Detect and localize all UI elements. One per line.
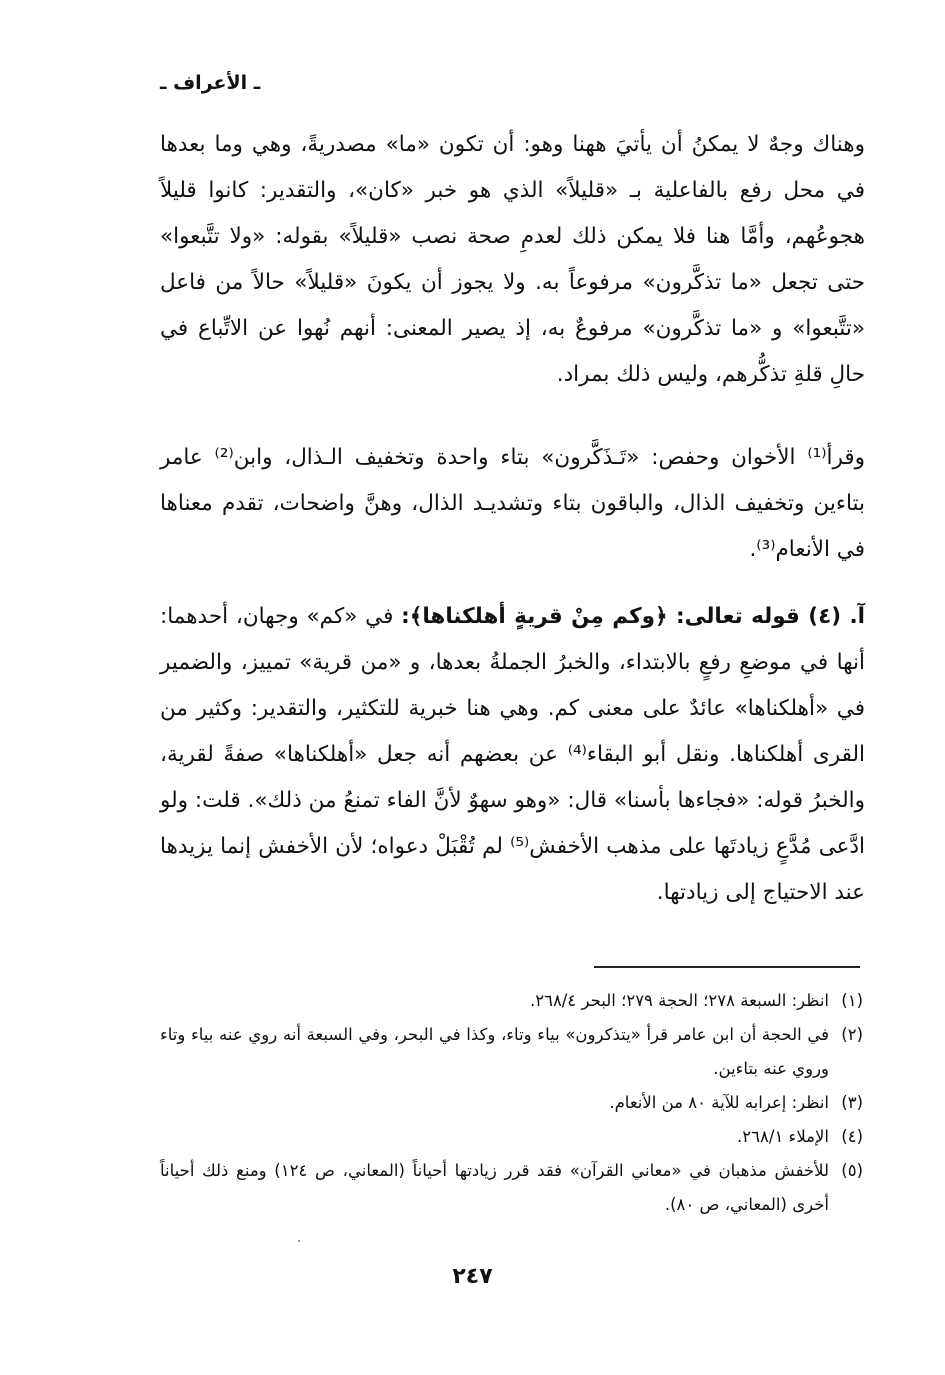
scan-speck [298, 1240, 300, 1242]
footnote-4 [160, 1120, 863, 1154]
footnote-separator [594, 966, 860, 968]
footnote-3 [160, 1086, 863, 1120]
paragraph-3-body: في «كم» وجهان، أحدهما: أنها في موضعِ رفعٍ بالابتداء، والخبرُ الجملةُ بعدها، و «من قرية» تمييز، والضمير في «أهلكناها» عائدٌ على معنى كم. وهي هنا خبرية للتكثير، والتقدير: وكثير من القرى أهلكناها. ونقل أبو البقاء⁽⁴⁾ عن بعضهم أنه جعل «أهلكناها» صفةً لقرية، والخبرُ قوله: «فجاءها بأسنا» قال: «وهو سهوٌ لأنَّ الفاء تمنعُ من ذلك». قلت: ولو ادَّعى مُدَّعٍ زيادتَها على مذهب الأخفش⁽⁵⁾ لم تُقْبَلْ دعواه؛ لأن الأخفش إنما يزيدها عند الاحتياج إلى زيادتها. [160, 604, 865, 905]
footnote-text: الإملاء ٢٦٨/١. [737, 1127, 829, 1146]
footnote-number: (٤) [841, 1127, 863, 1146]
footnote-text: انظر: السبعة ٢٧٨؛ الحجة ٢٧٩؛ البحر ٢٦٨/٤. [529, 991, 829, 1010]
paragraph-2 [160, 435, 865, 573]
paragraph-3-text [160, 594, 865, 916]
paragraph-2-text: وقرأ⁽¹⁾ الأخوان وحفص: «تَـذَكَّرون» بتاء واحدة وتخفيف الـذال، وابن⁽²⁾ عامر بتاءين وتخفيف الذال، والباقون بتاء وتشديـد الذال، وهنَّ واضحات، تقدم معناها في الأنعام⁽³⁾. [160, 445, 866, 562]
running-header: ـ الأعراف ـ [160, 72, 261, 94]
footnote-number: (٢) [841, 1025, 863, 1044]
paragraph-1 [160, 122, 865, 398]
paragraph-3 [160, 594, 865, 916]
footnote-text: للأخفش مذهبان في «معاني القرآن» فقد قرر زيادتها أحياناً (المعاني، ص ١٢٤) ومنع ذلك أحياناً أخرى (المعاني، ص ٨٠). [160, 1161, 829, 1214]
footnote-number: (٣) [841, 1093, 863, 1112]
paragraph-1-text: وهناك وجهٌ لا يمكنُ أن يأتيَ ههنا وهو: أن تكون «ما» مصدريةً، وهي وما بعدها في محل رفع بالفاعلية بـ «قليلاً» الذي هو خبر «كان»، والتقدير: كانوا قليلاً هجوعُهم، وأمَّا هنا فلا يمكن ذلك لعدمِ صحة نصب «قليلاً» بقوله: «ولا تتَّبعوا» حتى تجعل «ما تذكَّرون» مرفوعاً به. ولا يجوز أن يكونَ «قليلاً» حالاً من فاعل «تتَّبعوا» و «ما تذكَّرون» مرفوعٌ به، إذ يصير المعنى: أنهم نُهوا عن الاتِّباع في حالِ قلةِ تذكُّرهم، وليس ذلك بمراد. [160, 132, 865, 387]
footnote-5 [160, 1154, 863, 1222]
footnote-text: في الحجة أن ابن عامر قرأ «يتذكرون» بياء وتاء، وكذا في البحر، وفي السبعة أنه روي عنه بياء وتاء وروي عنه بتاءين. [160, 1025, 829, 1078]
verse-heading: آ. (٤) قوله تعالى: ﴿وكم مِنْ قريةٍ أهلكناها﴾: [401, 604, 865, 629]
page-number: ٢٤٧ [452, 1264, 493, 1289]
footnote-1 [160, 984, 863, 1018]
footnote-number: (١) [841, 991, 863, 1010]
footnotes [160, 984, 863, 1222]
footnote-text: انظر: إعرابه للآية ٨٠ من الأنعام. [609, 1093, 829, 1112]
footnote-number: (٥) [841, 1161, 863, 1180]
footnote-2 [160, 1018, 863, 1086]
